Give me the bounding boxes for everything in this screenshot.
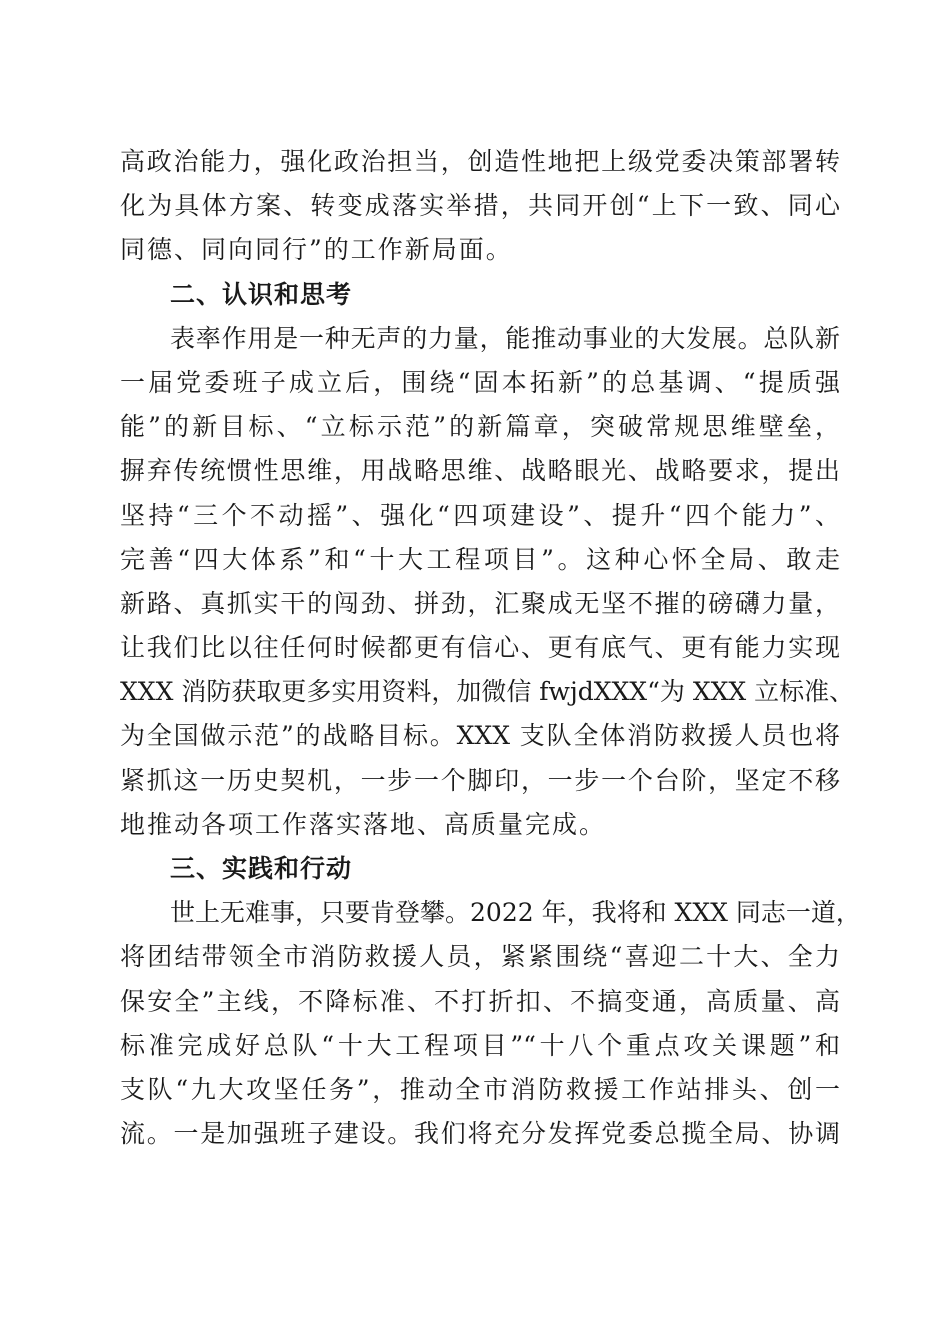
paragraph-line: 一届党委班子成立后，围绕“固本拓新”的总基调、“提质强 — [120, 367, 840, 397]
paragraph-line: 为全国做示范”的战略目标。XXX 支队全体消防救援人员也将 — [120, 721, 840, 751]
paragraph-line: 支队“九大攻坚任务”，推动全市消防救援工作站排头、创一 — [120, 1074, 840, 1104]
paragraph-line: 标准完成好总队“十大工程项目”“十八个重点攻关课题”和 — [120, 1030, 840, 1060]
paragraph-line: XXX 消防获取更多实用资料，加微信 fwjdXXX“为 XXX 立标准、 — [120, 677, 855, 707]
paragraph-line: 坚持“三个不动摇”、强化“四项建设”、提升“四个能力”、 — [120, 500, 840, 530]
document-body — [120, 140, 861, 1156]
paragraph-line: 同德、同向同行”的工作新局面。 — [120, 235, 513, 265]
paragraph-line: 能”的新目标、“立标示范”的新篇章，突破常规思维壁垒， — [120, 412, 840, 442]
section-heading: 二、认识和思考 — [170, 279, 353, 309]
paragraph-line: 世上无难事，只要肯登攀。2022 年，我将和 XXX 同志一道， — [170, 898, 861, 928]
section-heading: 三、实践和行动 — [170, 854, 353, 883]
paragraph-line: 地推动各项工作落实落地、高质量完成。 — [120, 809, 607, 839]
paragraph-line: 摒弃传统惯性思维，用战略思维、战略眼光、战略要求，提出 — [120, 456, 840, 486]
paragraph-line: 保安全”主线，不降标准、不打折扣、不搞变通，高质量、高 — [120, 986, 840, 1016]
paragraph-line: 完善“四大体系”和“十大工程项目”。这种心怀全局、敢走 — [120, 544, 840, 574]
paragraph-line: 化为具体方案、转变成落实举措，共同开创“上下一致、同心 — [120, 191, 840, 221]
paragraph-line: 表率作用是一种无声的力量，能推动事业的大发展。总队新 — [170, 323, 840, 353]
paragraph-line: 新路、真抓实干的闯劲、拼劲，汇聚成无坚不摧的磅礴力量， — [120, 588, 840, 618]
paragraph-line: 紧抓这一历史契机，一步一个脚印，一步一个台阶，坚定不移 — [120, 765, 840, 795]
paragraph-line: 高政治能力，强化政治担当，创造性地把上级党委决策部署转 — [120, 147, 840, 176]
paragraph-line: 将团结带领全市消防救援人员，紧紧围绕“喜迎二十大、全力 — [120, 942, 840, 972]
paragraph-line: 让我们比以往任何时候都更有信心、更有底气、更有能力实现 — [120, 633, 840, 663]
paragraph-line: 流。一是加强班子建设。我们将充分发挥党委总揽全局、协调 — [120, 1119, 840, 1149]
